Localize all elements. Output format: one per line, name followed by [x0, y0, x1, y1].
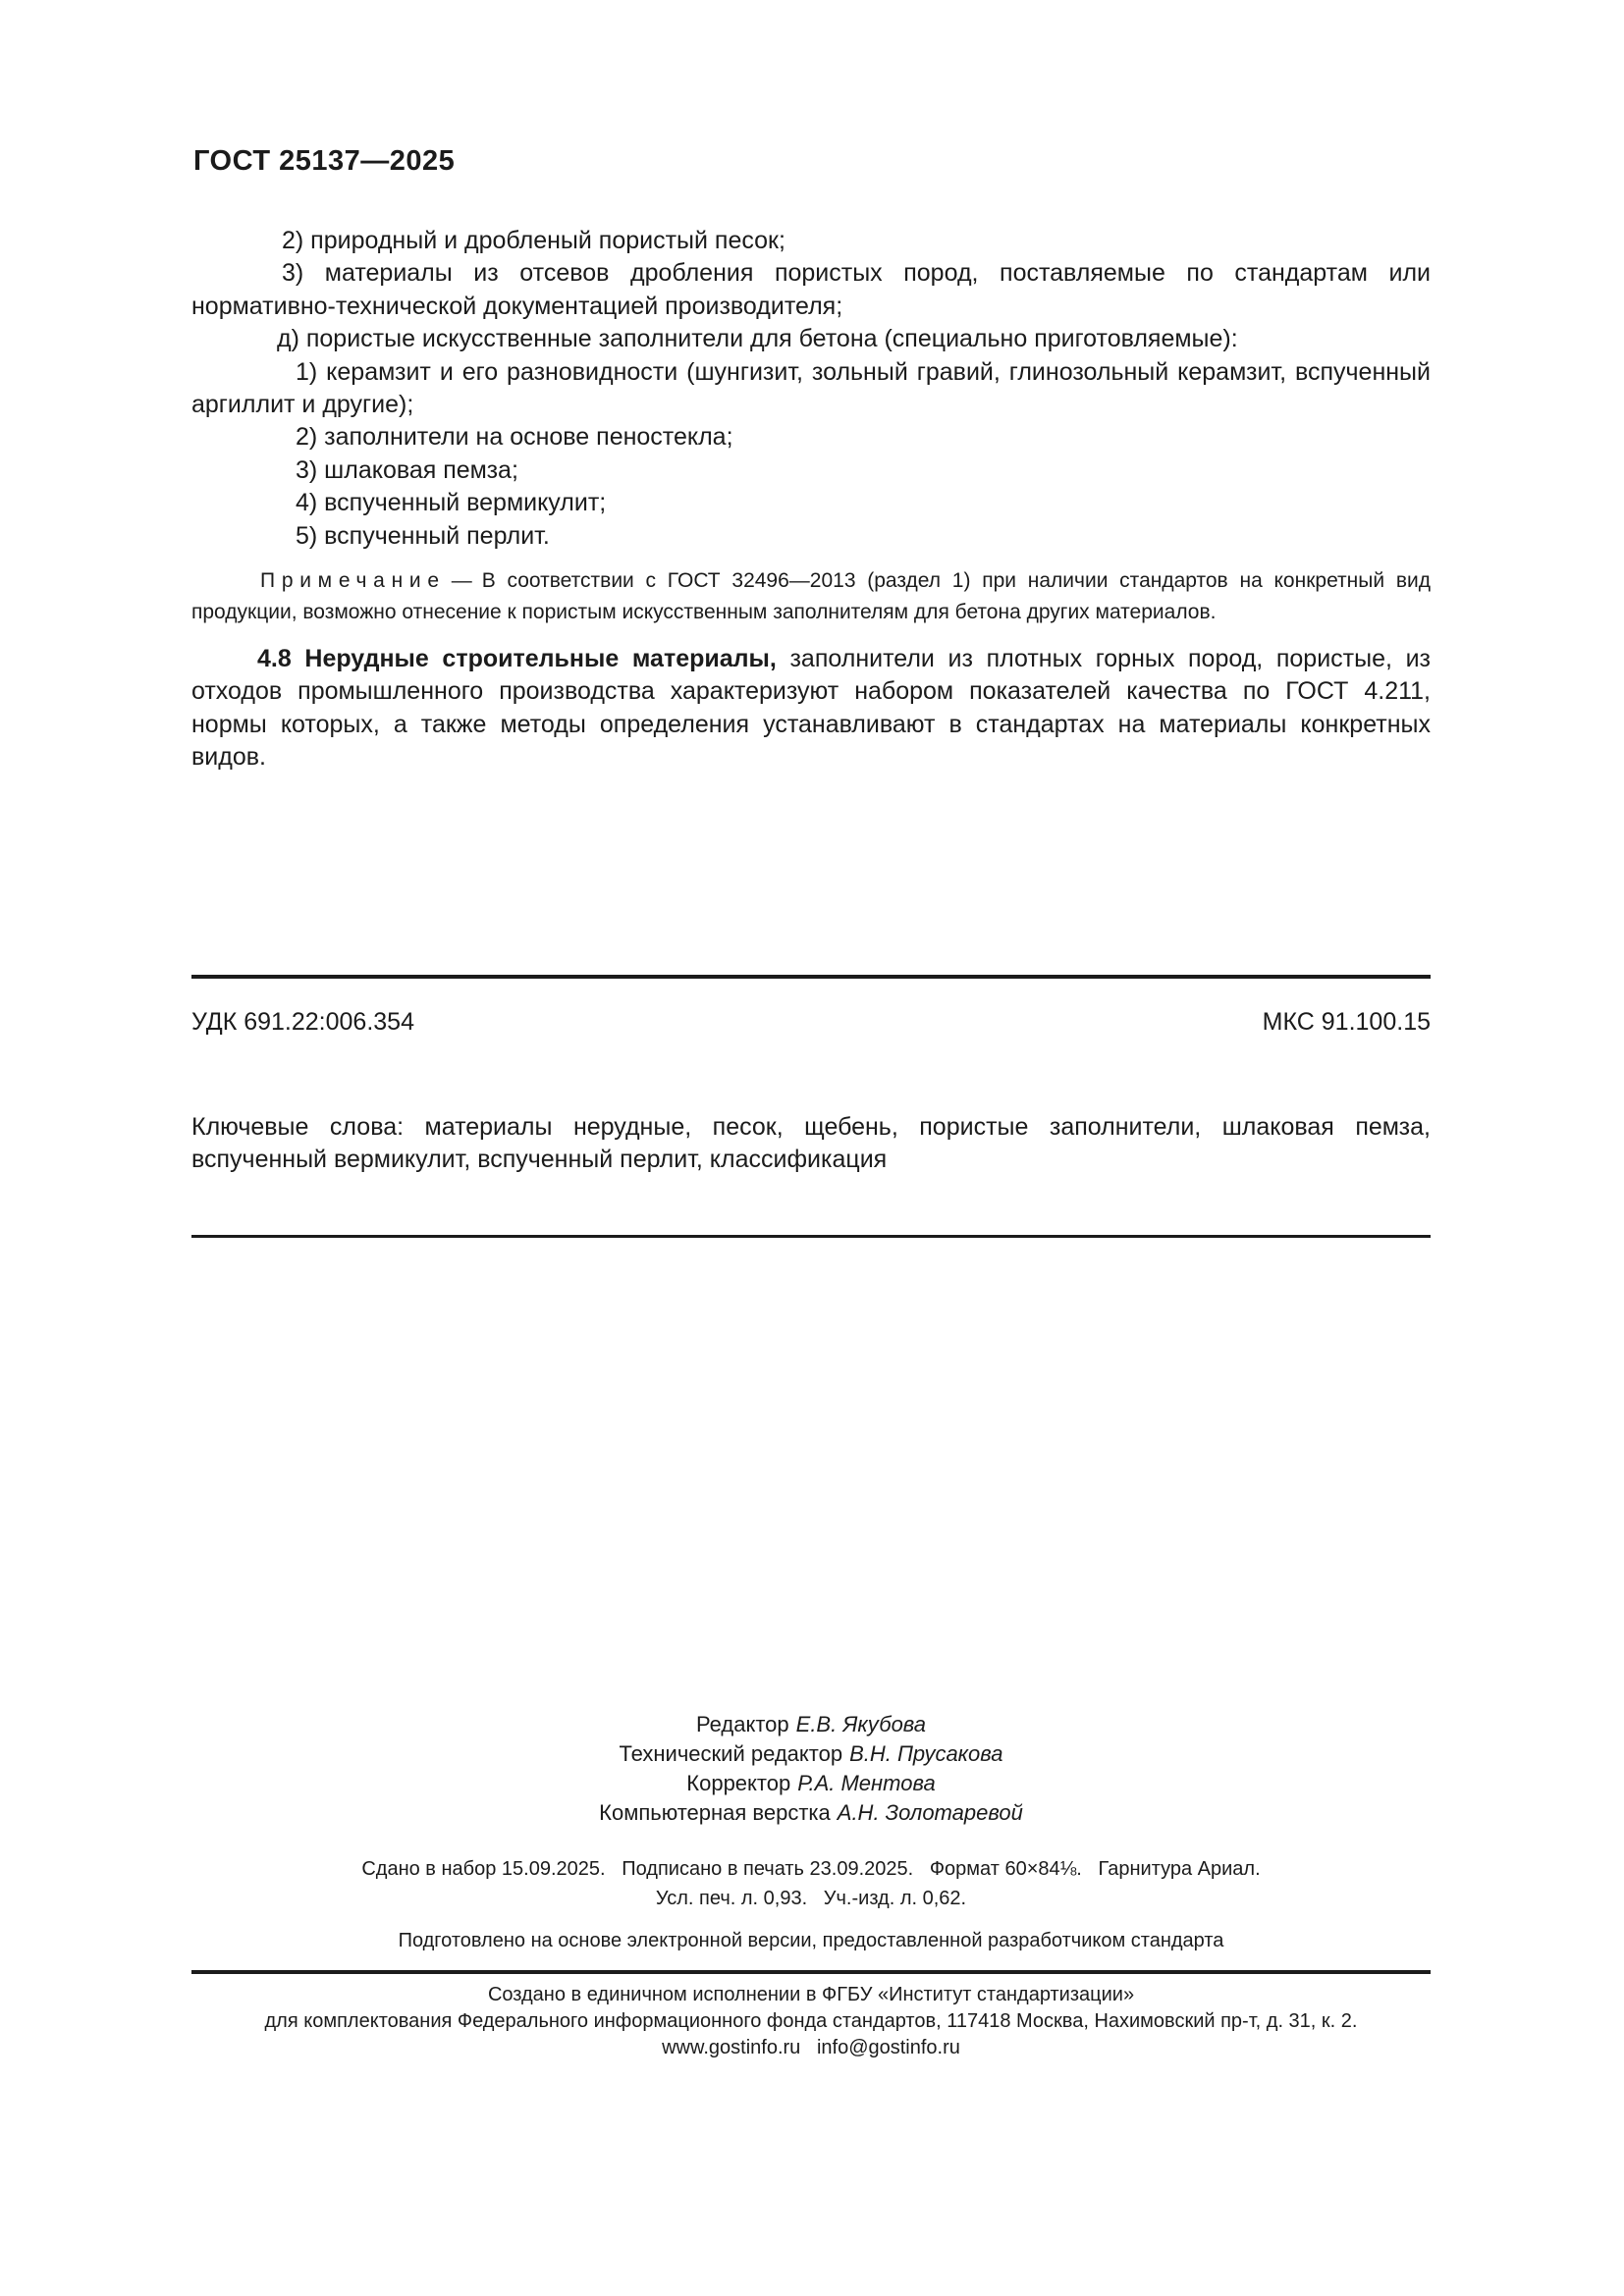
- imprint: [191, 1854, 1431, 1913]
- note-dash: —: [451, 569, 472, 592]
- list-item: 2) природный и дробленый пористый песок;: [282, 227, 785, 254]
- note: [191, 565, 1431, 627]
- credit-role: Редактор: [695, 1712, 789, 1736]
- note-label: Примечание: [260, 569, 446, 592]
- credit-line: [191, 1710, 1431, 1739]
- credit-name: Р.А. Ментова: [797, 1771, 936, 1795]
- list-item: 1) керамзит и его разновидности (шунгизит, зольный гравий, глинозольный керамзит, вспученный аргиллит и другие);: [191, 357, 1431, 419]
- credit-role: Корректор: [686, 1771, 791, 1795]
- credit-line: [191, 1798, 1431, 1828]
- footer-contacts: www.gostinfo.ru info@gostinfo.ru: [662, 2037, 960, 2058]
- note-text: В соответствии с ГОСТ 32496—2013 (раздел 1) при наличии стандартов на конкретный вид продукции, возможно отнесение к пористым искусственным заполнителям для бетона других материалов.: [191, 569, 1431, 623]
- credit-role: Технический редактор: [619, 1741, 843, 1766]
- keywords: [191, 1111, 1431, 1177]
- list-item: 5) вспученный перлит.: [296, 521, 550, 550]
- list-item: 3) шлаковая пемза;: [296, 455, 518, 484]
- clause-term: 4.8 Нерудные строительные материалы,: [257, 645, 790, 672]
- list-item: 3) материалы из отсевов дробления пористых пород, поставляемые по стандартам или нормативно-технической документацией производителя;: [191, 259, 1431, 320]
- credit-line: [191, 1739, 1431, 1769]
- credit-name: В.Н. Прусакова: [849, 1741, 1003, 1766]
- list-item: 4) вспученный вермикулит;: [296, 489, 607, 517]
- codes-row: [191, 1006, 1431, 1039]
- credit-name: А.Н. Золотаревой: [837, 1800, 1023, 1825]
- footer-line: Создано в единичном исполнении в ФГБУ «Институт стандартизации»: [487, 1984, 1135, 2005]
- list-item: д) пористые искусственные заполнители для бетона (специально приготовляемые):: [277, 325, 1238, 353]
- credits: [191, 1710, 1431, 1828]
- imprint-line: Сдано в набор 15.09.2025. Подписано в печать 23.09.2025. Формат 60×84⅛. Гарнитура Ариал.: [361, 1858, 1261, 1880]
- credit-role: Компьютерная верстка: [599, 1800, 831, 1825]
- credit-line: [191, 1769, 1431, 1798]
- page-header: ГОСТ 25137—2025: [193, 145, 456, 177]
- footer-line: для комплектования Федерального информационного фонда стандартов, 117418 Москва, Нахимовский пр-т, д. 31, к. 2.: [264, 2010, 1358, 2032]
- credit-name: Е.В. Якубова: [795, 1712, 927, 1736]
- imprint-line: Усл. печ. л. 0,93. Уч.-изд. л. 0,62.: [655, 1888, 967, 1909]
- prepared-note: Подготовлено на основе электронной версии, предоставленной разработчиком стандарта: [398, 1930, 1224, 1951]
- rule-above-codes: [191, 975, 1431, 979]
- clause-text: заполнители из плотных горных пород, пористые, из отходов промышленного производства характеризуют набором показателей качества по ГОСТ 4.211, нормы которых, а также методы определения устанавливают в стандартах на материалы конкретных видов.: [191, 645, 1432, 772]
- keywords-text: Ключевые слова: материалы нерудные, песок, щебень, пористые заполнители, шлаковая пемза, вспученный вермикулит, вспученный перлит, классификация: [191, 1113, 1431, 1174]
- mks-code: МКС 91.100.15: [1262, 1008, 1431, 1036]
- rule-above-footer: [191, 1970, 1431, 1974]
- list-item: 2) заполнители на основе пеностекла;: [296, 423, 733, 452]
- clause-4-8: [191, 643, 1431, 774]
- udk-code: УДК 691.22:006.354: [191, 1008, 414, 1036]
- publisher-footer: [191, 1982, 1431, 2061]
- rule-below-keywords: [191, 1235, 1431, 1238]
- body-list: [191, 225, 1431, 553]
